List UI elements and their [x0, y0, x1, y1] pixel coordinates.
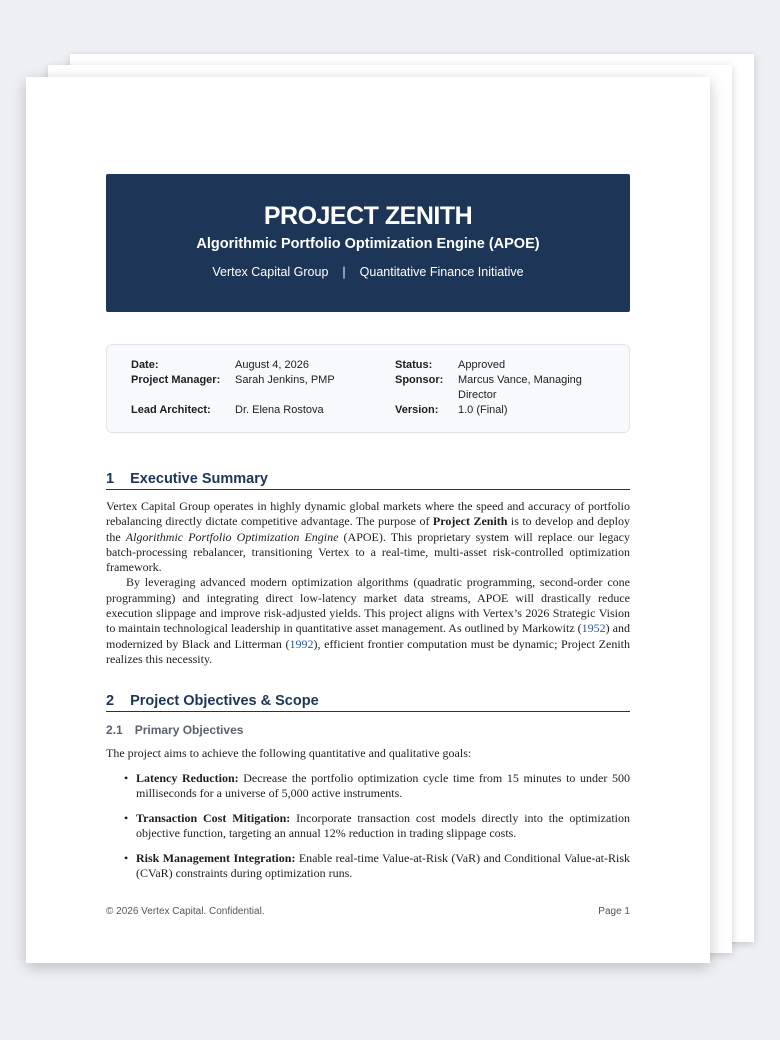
bullet-text: Enable real-time Value-at-Risk (VaR) and Conditional Value-at-Risk (CVaR) constraints during optimization runs. — [136, 850, 631, 881]
text-run: ), efficient frontier computation must be dynamic; Project Zenith realizes this necessity. — [106, 636, 630, 666]
architect-value: Dr. Elena Rostova — [235, 404, 324, 416]
bullet-label: Risk Management Integration: — [136, 850, 296, 865]
subsection-heading-primary-objectives — [106, 723, 630, 737]
architect-label: Lead Architect: — [131, 404, 211, 416]
version-value: 1.0 (Final) — [458, 404, 508, 416]
section-title: Executive Summary — [130, 471, 268, 487]
initiative-name: Quantitative Finance Initiative — [359, 265, 524, 279]
section-number: 1 — [106, 471, 115, 487]
bullet-text: Decrease the portfolio optimization cycle time from 15 minutes to under 500 milliseconds for a universe of 5,000 active instruments. — [136, 770, 630, 800]
text-run: is to develop and deploy the — [106, 514, 631, 544]
bullet-text: Incorporate transaction cost models directly into the optimization objective function, targeting an annual 12% reduction in trading slippage costs. — [136, 810, 630, 840]
section-heading-objectives — [106, 693, 630, 712]
date-label: Date: — [131, 359, 159, 371]
document-title: PROJECT ZENITH — [263, 202, 473, 230]
pm-label: Project Manager: — [131, 374, 221, 386]
version-label: Version: — [395, 404, 439, 416]
bullet-label: Transaction Cost Mitigation: — [136, 810, 291, 825]
list-item — [106, 811, 630, 842]
sponsor-value: Marcus Vance, Managing Director — [458, 374, 582, 401]
summary-paragraph-2 — [106, 575, 630, 667]
status-value: Approved — [458, 359, 506, 371]
status-label: Status: — [395, 359, 433, 371]
text-run: (APOE). This proprietary system will replace our legacy batch-processing rebalancer, transitioning Vertex to a real-time, multi-asset risk-controlled optimization framework. — [106, 529, 631, 575]
org-name: Vertex Capital Group — [212, 265, 329, 279]
text-run: ) and modernized by Black and Litterman ( — [106, 621, 631, 651]
date-value: August 4, 2026 — [235, 359, 310, 371]
citation-link-black-litterman[interactable]: 1992 — [289, 636, 314, 651]
footer-page-number: Page 1 — [598, 906, 630, 917]
footer-copyright: © 2026 Vertex Capital. Confidential. — [106, 906, 265, 917]
document-page — [26, 77, 710, 963]
subsection-number: 2.1 — [106, 723, 123, 738]
document-subtitle: Algorithmic Portfolio Optimization Engine (APOE) — [196, 236, 540, 252]
title-banner — [106, 174, 630, 312]
objectives-intro: The project aims to achieve the following quantitative and qualitative goals: — [106, 746, 472, 761]
sponsor-label: Sponsor: — [395, 374, 444, 386]
text-run: Vertex Capital Group operates in highly dynamic global markets where the speed and accuracy of portfolio rebalancing directly dictate competitive advantage. The purpose of — [106, 499, 630, 529]
bold-term: Project Zenith — [432, 514, 508, 529]
section-heading-executive-summary — [106, 471, 630, 490]
org-line — [106, 265, 630, 279]
text-run: By leveraging advanced modern optimization algorithms (quadratic programming, second-order cone programming) and integrating direct low-latency market data streams, APOE will drastically reduce execution slippage and improve risk-adjusted yields. This project aligns with Vertex’s 2026 Strategic Vision to maintain technological leadership in quantitative asset management. As outlined by Markowitz ( — [106, 575, 630, 636]
bullet-label: Latency Reduction: — [136, 770, 239, 785]
metadata-box — [106, 344, 630, 433]
subsection-title: Primary Objectives — [134, 723, 244, 738]
list-item — [106, 771, 630, 802]
list-item — [106, 851, 630, 882]
org-separator: | — [342, 265, 346, 279]
section-title: Project Objectives & Scope — [130, 693, 319, 710]
summary-paragraph-1 — [106, 499, 630, 575]
objectives-list — [106, 771, 630, 882]
meta-row-architect — [131, 403, 629, 418]
meta-row-date — [131, 358, 629, 373]
section-number: 2 — [106, 693, 115, 710]
page-content — [106, 174, 630, 891]
italic-term: Algorithmic Portfolio Optimization Engine — [125, 529, 339, 544]
citation-link-markowitz[interactable]: 1952 — [581, 621, 606, 636]
page-footer — [106, 906, 630, 917]
pm-value: Sarah Jenkins, PMP — [235, 374, 335, 386]
meta-row-manager — [131, 373, 629, 403]
